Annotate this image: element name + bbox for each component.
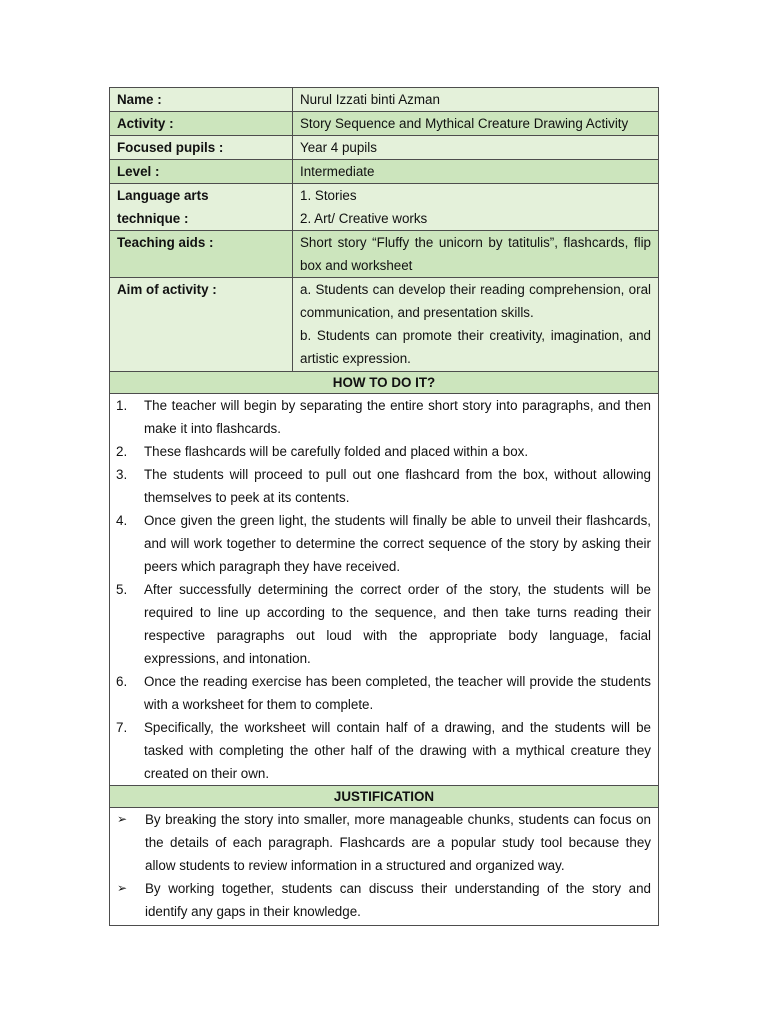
level-value: Intermediate [293,160,659,184]
activity-row [110,112,659,136]
pupils-value: Year 4 pupils [293,136,659,160]
justification-items-row [110,808,659,926]
aids-value: Short story “Fluffy the unicorn by tatitulis”, flashcards, flip box and worksheet [293,231,659,278]
technique-label-line-1: Language arts [117,188,209,203]
level-row [110,160,659,184]
activity-value: Story Sequence and Mythical Creature Drawing Activity [293,112,659,136]
how-to-heading-row [110,372,659,394]
step-text: Once the reading exercise has been completed, the teacher will provide the students with a worksheet for them to complete. [144,674,651,712]
level-label: Level : [110,160,293,184]
step-text: These flashcards will be carefully folded and placed within a box. [144,444,529,459]
name-row [110,88,659,112]
justification-heading-row [110,786,659,808]
step-number: 7. [116,720,128,735]
list-item [116,578,651,670]
list-item [116,808,651,877]
step-number: 4. [116,513,128,528]
arrowhead-bullet-icon: ➢ [117,812,128,826]
step-number: 2. [116,444,128,459]
technique-item-1: 1. Stories [300,188,357,203]
name-label: Name : [110,88,293,112]
list-item [116,463,651,509]
justification-heading: JUSTIFICATION [110,786,659,808]
step-text: Specifically, the worksheet will contain half of a drawing, and the students will be tasked with completing the other half of the drawing with a mythical creature they created on their own. [144,720,651,781]
name-value: Nurul Izzati binti Azman [293,88,659,112]
step-number: 5. [116,582,128,597]
step-number: 6. [116,674,128,689]
aim-item-a: a. Students can develop their reading comprehension, oral communication, and presentation skills. [300,282,651,320]
list-item [116,670,651,716]
list-item [116,394,651,440]
aim-row [110,278,659,372]
step-text: Once given the green light, the students will finally be able to unveil their flashcards, and will work together to determine the correct sequence of the story by asking their peers which paragraph they have received. [144,513,651,574]
list-item [116,716,651,785]
step-text: After successfully determining the correct order of the story, the students will be required to line up according to the sequence, and then take turns reading their respective paragraphs out loud with the appropriate body language, facial expressions, and intonation. [144,582,651,666]
list-item [116,877,651,923]
arrowhead-bullet-icon: ➢ [117,881,128,895]
pupils-label: Focused pupils : [110,136,293,160]
list-item [116,509,651,578]
justification-text: By breaking the story into smaller, more manageable chunks, students can focus on the details of each paragraph. Flashcards are a popular study tool because they allow students to review information in a structured and organized way. [145,812,651,873]
activity-plan-table [109,87,659,926]
how-to-steps-list [110,394,659,786]
aim-value [293,278,659,372]
list-item [116,440,651,463]
technique-label-line-2: technique : [117,211,189,226]
aim-label: Aim of activity : [110,278,293,372]
how-to-steps-row [110,394,659,786]
aids-label: Teaching aids : [110,231,293,278]
aids-row [110,231,659,278]
pupils-row [110,136,659,160]
justification-text: By working together, students can discuss their understanding of the story and identify any gaps in their knowledge. [145,881,651,919]
activity-label: Activity : [110,112,293,136]
technique-item-2: 2. Art/ Creative works [300,211,428,226]
how-to-heading: HOW TO DO IT? [110,372,659,394]
step-text: The teacher will begin by separating the entire short story into paragraphs, and then make it into flashcards. [144,398,651,436]
step-text: The students will proceed to pull out one flashcard from the box, without allowing themselves to peek at its contents. [144,467,651,505]
technique-row [110,184,659,231]
technique-label [110,184,293,231]
justification-list [110,808,659,926]
technique-value [293,184,659,231]
step-number: 1. [116,398,128,413]
step-number: 3. [116,467,128,482]
aim-item-b: b. Students can promote their creativity, imagination, and artistic expression. [300,328,651,366]
